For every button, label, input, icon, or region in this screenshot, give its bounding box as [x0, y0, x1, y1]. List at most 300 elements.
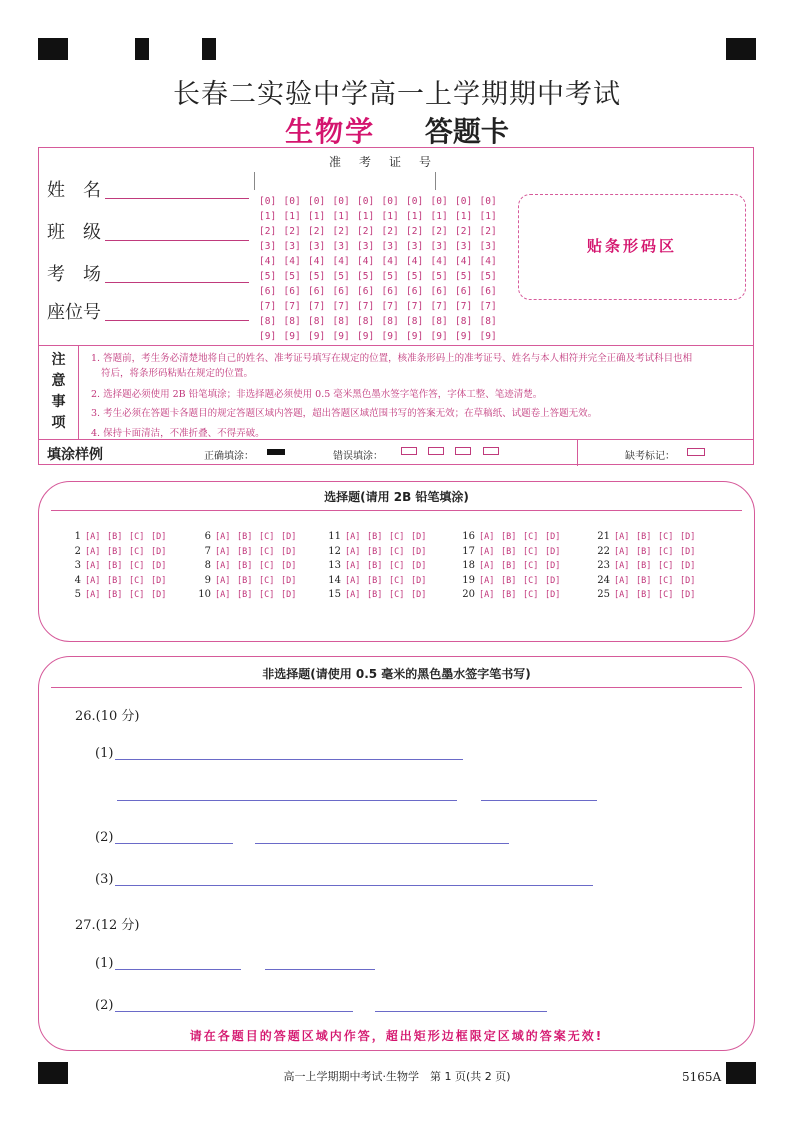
option-bubble[interactable]: [A] [215, 590, 231, 600]
option-bubble[interactable]: [B] [107, 561, 123, 571]
class-line [105, 240, 249, 241]
digit-bubble[interactable]: [7] [308, 301, 326, 312]
question-number: 12 [328, 545, 341, 557]
option-bubble[interactable]: [B] [107, 590, 123, 600]
digit-bubble[interactable]: [4] [357, 256, 375, 267]
name-field[interactable] [47, 176, 101, 202]
q26-part1-line-2[interactable] [117, 800, 457, 801]
digit-bubble[interactable]: [7] [455, 301, 473, 312]
digit-bubble[interactable]: [3] [259, 241, 277, 252]
option-bubble[interactable]: [A] [345, 590, 361, 600]
choice-question-row [596, 559, 702, 574]
digit-bubble[interactable]: [2] [406, 226, 424, 237]
option-bubble[interactable]: [B] [501, 590, 517, 600]
correct-fill-label: 正确填涂： [204, 451, 254, 462]
option-bubble[interactable]: [B] [501, 575, 517, 586]
digit-bubble[interactable]: [0] [283, 196, 301, 207]
option-bubble[interactable]: [A] [85, 590, 101, 600]
barcode-area [518, 194, 746, 300]
option-bubble[interactable]: [C] [523, 575, 539, 586]
option-bubble[interactable]: [A] [614, 561, 630, 571]
digit-bubble[interactable]: [9] [332, 331, 350, 342]
digit-bubble[interactable]: [9] [430, 331, 448, 342]
notes-section [39, 345, 753, 440]
q27-part1-line-2[interactable] [265, 969, 375, 970]
option-bubble[interactable]: [A] [85, 546, 101, 557]
notes-label-text: 注意事项 [51, 352, 66, 431]
q26-part2-line-2[interactable] [255, 843, 509, 844]
option-bubble[interactable]: [C] [523, 590, 539, 600]
option-bubble[interactable]: [B] [237, 561, 253, 571]
digit-bubble[interactable]: [6] [406, 286, 424, 297]
subject-name: 生物学 [285, 115, 376, 148]
digit-bubble[interactable]: [8] [479, 316, 497, 327]
digit-bubble[interactable]: [1] [455, 211, 473, 222]
choice-question-row [327, 574, 433, 589]
digit-bubble[interactable]: [0] [332, 196, 350, 207]
option-bubble[interactable]: [C] [129, 575, 145, 586]
digit-bubble[interactable]: [6] [357, 286, 375, 297]
option-bubble[interactable]: [B] [237, 546, 253, 557]
option-bubble[interactable]: [D] [680, 561, 696, 571]
choice-question-row [461, 559, 567, 574]
digit-bubble[interactable]: [9] [455, 331, 473, 342]
digit-bubble[interactable]: [5] [406, 271, 424, 282]
option-bubble[interactable]: [A] [215, 546, 231, 557]
question-number: 6 [204, 531, 211, 542]
option-bubble[interactable]: [C] [389, 575, 405, 586]
option-bubble[interactable]: [C] [259, 575, 275, 586]
digit-bubble[interactable]: [1] [283, 211, 301, 222]
option-bubble[interactable]: [B] [237, 532, 253, 542]
digit-bubble[interactable]: [7] [283, 301, 301, 312]
choice-question-row [327, 530, 433, 545]
digit-bubble[interactable]: [1] [308, 211, 326, 222]
question-number: 2 [74, 545, 81, 557]
option-bubble[interactable]: [D] [281, 575, 297, 586]
choice-question-row [596, 574, 702, 589]
option-bubble[interactable]: [D] [411, 532, 427, 542]
option-bubble[interactable]: [D] [281, 561, 297, 571]
option-bubble[interactable]: [A] [345, 561, 361, 571]
digit-bubble[interactable]: [7] [479, 301, 497, 312]
option-bubble[interactable]: [D] [151, 590, 167, 600]
digit-bubble[interactable]: [0] [455, 196, 473, 207]
digit-bubble[interactable]: [4] [479, 256, 497, 267]
question-27-heading: 27.(12 分) [75, 918, 140, 933]
option-bubble[interactable]: [A] [215, 575, 231, 586]
seat-label: 座位号 [47, 302, 101, 323]
bubble-row [259, 284, 504, 299]
option-bubble[interactable]: [C] [389, 532, 405, 542]
digit-bubble[interactable]: [4] [455, 256, 473, 267]
option-bubble[interactable]: [B] [367, 561, 383, 571]
choice-section [38, 481, 755, 642]
info-section [38, 147, 754, 465]
digit-bubble[interactable]: [4] [259, 256, 277, 267]
digit-bubble[interactable]: [6] [283, 286, 301, 297]
option-bubble[interactable]: [A] [215, 532, 231, 542]
option-bubble[interactable]: [C] [523, 561, 539, 571]
choice-question-row [197, 530, 303, 545]
q27-part2-line-2[interactable] [375, 1011, 547, 1012]
fill-sample-row [39, 439, 753, 466]
choice-question-row [461, 545, 567, 560]
option-bubble[interactable]: [A] [614, 590, 630, 600]
digit-bubble[interactable]: [3] [479, 241, 497, 252]
question-number: 10 [198, 589, 211, 600]
exam-number-label: 准考证号 [329, 155, 450, 169]
option-bubble[interactable]: [A] [479, 532, 495, 542]
digit-bubble[interactable]: [1] [381, 211, 399, 222]
digit-bubble[interactable]: [8] [357, 316, 375, 327]
digit-bubble[interactable]: [9] [381, 331, 399, 342]
q26-part1-line-3[interactable] [481, 800, 597, 801]
digit-bubble[interactable]: [0] [430, 196, 448, 207]
choice-question-row [197, 559, 303, 574]
seat-field[interactable] [47, 298, 101, 324]
absent-box[interactable] [687, 448, 705, 456]
exam-room-field[interactable] [47, 260, 101, 286]
digit-bubble[interactable]: [2] [381, 226, 399, 237]
digit-bubble[interactable]: [0] [406, 196, 424, 207]
q27-part2-line[interactable] [115, 1011, 353, 1012]
choice-question-row [197, 545, 303, 560]
option-bubble[interactable]: [C] [259, 561, 275, 571]
name-label: 姓 名 [47, 180, 101, 201]
choice-question-row [197, 574, 303, 589]
digit-bubble[interactable]: [1] [479, 211, 497, 222]
option-bubble[interactable]: [A] [614, 532, 630, 542]
option-bubble[interactable]: [C] [523, 546, 539, 557]
digit-bubble[interactable]: [3] [406, 241, 424, 252]
digit-bubble[interactable]: [2] [332, 226, 350, 237]
digit-bubble[interactable]: [8] [332, 316, 350, 327]
option-bubble[interactable]: [C] [389, 561, 405, 571]
choice-column [461, 530, 567, 603]
option-bubble[interactable]: [C] [658, 590, 674, 600]
option-bubble[interactable]: [B] [501, 546, 517, 557]
option-bubble[interactable]: [B] [367, 546, 383, 557]
digit-bubble[interactable]: [6] [381, 286, 399, 297]
question-number: 16 [462, 531, 475, 542]
digit-bubble[interactable]: [8] [283, 316, 301, 327]
registration-mark [726, 38, 756, 60]
option-bubble[interactable]: [A] [85, 532, 101, 542]
digit-bubble[interactable]: [1] [357, 211, 375, 222]
option-bubble[interactable]: [B] [636, 590, 652, 600]
digit-bubble[interactable]: [8] [430, 316, 448, 327]
digit-bubble[interactable]: [5] [357, 271, 375, 282]
option-bubble[interactable]: [A] [345, 546, 361, 557]
digit-bubble[interactable]: [8] [308, 316, 326, 327]
digit-bubble[interactable]: [0] [308, 196, 326, 207]
digit-bubble[interactable]: [6] [332, 286, 350, 297]
answer-area-warning: 请在各题目的答题区域内作答，超出矩形边框限定区域的答案无效! [189, 1029, 604, 1043]
digit-bubble[interactable]: [9] [259, 331, 277, 342]
digit-bubble[interactable]: [9] [406, 331, 424, 342]
exam-room-line [105, 282, 249, 283]
digit-bubble[interactable]: [3] [332, 241, 350, 252]
digit-bubble[interactable]: [5] [332, 271, 350, 282]
option-bubble[interactable]: [A] [215, 561, 231, 571]
question-number: 13 [328, 560, 341, 571]
option-bubble[interactable]: [A] [85, 561, 101, 571]
choice-question-row [461, 574, 567, 589]
q26-part2-line[interactable] [115, 843, 233, 844]
question-number: 3 [74, 560, 81, 571]
option-bubble[interactable]: [A] [345, 532, 361, 542]
option-bubble[interactable]: [A] [614, 546, 630, 557]
option-bubble[interactable]: [C] [129, 561, 145, 571]
option-bubble[interactable]: [D] [281, 590, 297, 600]
option-bubble[interactable]: [C] [523, 532, 539, 542]
option-bubble[interactable]: [B] [636, 532, 652, 542]
question-number: 22 [597, 545, 610, 557]
option-bubble[interactable]: [D] [545, 532, 561, 542]
digit-bubble[interactable]: [0] [381, 196, 399, 207]
digit-bubble[interactable]: [4] [430, 256, 448, 267]
option-bubble[interactable]: [D] [281, 546, 297, 557]
option-bubble[interactable]: [D] [151, 575, 167, 586]
choice-question-row [327, 559, 433, 574]
choice-question-row [461, 588, 567, 603]
option-bubble[interactable]: [C] [129, 590, 145, 600]
option-bubble[interactable]: [A] [479, 575, 495, 586]
q27-part1-line[interactable] [115, 969, 241, 970]
option-bubble[interactable]: [D] [680, 590, 696, 600]
choice-question-row [67, 588, 173, 603]
fill-sample-label: 填涂样例 [47, 447, 103, 463]
digit-bubble[interactable]: [2] [430, 226, 448, 237]
q26-part3-line[interactable] [115, 885, 593, 886]
question-number: 23 [597, 560, 610, 571]
digit-bubble[interactable]: [3] [283, 241, 301, 252]
card-code: 5165A [682, 1070, 722, 1084]
digit-bubble[interactable]: [3] [357, 241, 375, 252]
digit-bubble[interactable]: [6] [259, 286, 277, 297]
digit-bubble[interactable]: [4] [283, 256, 301, 267]
option-bubble[interactable]: [A] [345, 575, 361, 586]
choice-column [596, 530, 702, 603]
digit-bubble[interactable]: [0] [357, 196, 375, 207]
seat-line [105, 320, 249, 321]
digit-bubble[interactable]: [1] [332, 211, 350, 222]
digit-bubble[interactable]: [5] [455, 271, 473, 282]
digit-bubble[interactable]: [8] [259, 316, 277, 327]
option-bubble[interactable]: [C] [658, 561, 674, 571]
bubble-row [259, 209, 504, 224]
digit-bubble[interactable]: [9] [308, 331, 326, 342]
digit-bubble[interactable]: [4] [332, 256, 350, 267]
option-bubble[interactable]: [C] [658, 575, 674, 586]
digit-bubble[interactable]: [5] [381, 271, 399, 282]
digit-bubble[interactable]: [4] [381, 256, 399, 267]
digit-bubble[interactable]: [7] [381, 301, 399, 312]
option-bubble[interactable]: [B] [367, 575, 383, 586]
digit-bubble[interactable]: [4] [406, 256, 424, 267]
option-bubble[interactable]: [C] [658, 546, 674, 557]
option-bubble[interactable]: [D] [411, 575, 427, 586]
option-bubble[interactable]: [C] [389, 590, 405, 600]
digit-bubble[interactable]: [0] [479, 196, 497, 207]
note-item: 3. 考生必须在答题卡各题目的规定答题区域内答题，超出答题区域范围书写的答案无效；在草稿纸、试题卷上答题无效。 [91, 408, 598, 419]
question-number: 9 [204, 574, 211, 586]
class-label: 班 级 [47, 222, 101, 243]
page-footer: 高一上学期期中考试·生物学 第 1 页(共 2 页) [283, 1070, 511, 1083]
digit-bubble[interactable]: [6] [308, 286, 326, 297]
digit-bubble[interactable]: [5] [430, 271, 448, 282]
exam-number-bubbles[interactable] [259, 194, 504, 344]
digit-bubble[interactable]: [6] [455, 286, 473, 297]
note-item: 符后，将条形码粘贴在规定的位置。 [101, 368, 254, 379]
digit-bubble[interactable]: [8] [381, 316, 399, 327]
option-bubble[interactable]: [C] [658, 532, 674, 542]
bubble-row [259, 239, 504, 254]
choice-question-row [67, 530, 173, 545]
q27-part1-label: (1) [95, 956, 114, 971]
digit-bubble[interactable]: [7] [406, 301, 424, 312]
option-bubble[interactable]: [B] [501, 532, 517, 542]
nonchoice-section [38, 656, 755, 1051]
option-bubble[interactable]: [D] [545, 575, 561, 586]
option-bubble[interactable]: [B] [237, 590, 253, 600]
digit-bubble[interactable]: [7] [430, 301, 448, 312]
digit-bubble[interactable]: [9] [479, 331, 497, 342]
option-bubble[interactable]: [C] [389, 546, 405, 557]
wrong-mark-check [401, 447, 417, 455]
card-subtitle [0, 110, 794, 150]
option-bubble[interactable]: [D] [545, 590, 561, 600]
digit-bubble[interactable]: [2] [455, 226, 473, 237]
option-bubble[interactable]: [B] [237, 575, 253, 586]
option-bubble[interactable]: [B] [107, 575, 123, 586]
digit-bubble[interactable]: [2] [308, 226, 326, 237]
option-bubble[interactable]: [D] [151, 561, 167, 571]
option-bubble[interactable]: [D] [545, 561, 561, 571]
option-bubble[interactable]: [D] [545, 546, 561, 557]
note-item: 2. 选择题必须使用 2B 铅笔填涂；非选择题必须使用 0.5 毫米黑色墨水签字笔作答，字体工整、笔迹清楚。 [91, 389, 543, 400]
option-bubble[interactable]: [C] [259, 546, 275, 557]
option-bubble[interactable]: [C] [129, 532, 145, 542]
option-bubble[interactable]: [C] [259, 590, 275, 600]
class-field[interactable] [47, 218, 101, 244]
digit-bubble[interactable]: [0] [259, 196, 277, 207]
q26-part3-label: (3) [95, 872, 114, 887]
option-bubble[interactable]: [B] [636, 575, 652, 586]
option-bubble[interactable]: [A] [614, 575, 630, 586]
digit-bubble[interactable]: [6] [479, 286, 497, 297]
digit-bubble[interactable]: [2] [479, 226, 497, 237]
option-bubble[interactable]: [C] [259, 532, 275, 542]
digit-bubble[interactable]: [5] [479, 271, 497, 282]
digit-bubble[interactable]: [2] [259, 226, 277, 237]
wrong-fill-label: 错误填涂： [333, 451, 383, 462]
sample-divider [577, 440, 578, 466]
option-bubble[interactable]: [B] [636, 546, 652, 557]
digit-bubble[interactable]: [8] [406, 316, 424, 327]
question-number: 17 [462, 545, 475, 557]
choice-question-row [596, 545, 702, 560]
barcode-label: 贴条形码区 [586, 237, 677, 255]
digit-bubble[interactable]: [4] [308, 256, 326, 267]
digit-bubble[interactable]: [9] [357, 331, 375, 342]
digit-bubble[interactable]: [5] [308, 271, 326, 282]
choice-question-row [327, 545, 433, 560]
question-number: 20 [462, 589, 475, 600]
note-item: 1. 答题前，考生务必清楚地将自己的姓名、准考证号填写在规定的位置，核准条形码上的准考证号、姓名与本人相符并完全正确及考试科目也相 [91, 353, 693, 364]
digit-bubble[interactable]: [6] [430, 286, 448, 297]
digit-bubble[interactable]: [7] [332, 301, 350, 312]
digit-bubble[interactable]: [3] [455, 241, 473, 252]
wrong-mark-cross [428, 447, 444, 455]
option-bubble[interactable]: [B] [367, 590, 383, 600]
notes-label [39, 346, 79, 440]
option-bubble[interactable]: [A] [479, 546, 495, 557]
option-bubble[interactable]: [D] [151, 532, 167, 542]
question-number: 15 [328, 589, 341, 600]
wrong-fill-marks [401, 445, 499, 456]
option-bubble[interactable]: [B] [367, 532, 383, 542]
bubble-row [259, 224, 504, 239]
choice-column [327, 530, 433, 603]
question-number: 19 [462, 574, 475, 586]
option-bubble[interactable]: [D] [411, 590, 427, 600]
q26-part1-line[interactable] [115, 759, 463, 760]
note-item: 4. 保持卡面清洁，不准折叠、不得弄破。 [91, 428, 265, 439]
digit-bubble[interactable]: [7] [259, 301, 277, 312]
digit-bubble[interactable]: [1] [430, 211, 448, 222]
digit-bubble[interactable]: [7] [357, 301, 375, 312]
digit-bubble[interactable]: [9] [283, 331, 301, 342]
registration-mark [135, 38, 149, 60]
option-bubble[interactable]: [D] [411, 546, 427, 557]
question-number: 25 [597, 589, 610, 600]
option-bubble[interactable]: [C] [129, 546, 145, 557]
option-bubble[interactable]: [D] [680, 532, 696, 542]
option-bubble[interactable]: [B] [636, 561, 652, 571]
choice-question-row [67, 545, 173, 560]
bubble-row [259, 254, 504, 269]
question-number: 1 [74, 531, 81, 542]
option-bubble[interactable]: [D] [151, 546, 167, 557]
option-bubble[interactable]: [D] [680, 575, 696, 586]
option-bubble[interactable]: [A] [85, 575, 101, 586]
digit-bubble[interactable]: [2] [357, 226, 375, 237]
option-bubble[interactable]: [D] [281, 532, 297, 542]
question-number: 11 [328, 531, 341, 542]
digit-bubble[interactable]: [3] [381, 241, 399, 252]
question-26-heading: 26.(10 分) [75, 709, 140, 724]
exam-number-boxes[interactable] [254, 172, 436, 190]
digit-bubble[interactable]: [8] [455, 316, 473, 327]
option-bubble[interactable]: [D] [680, 546, 696, 557]
option-bubble[interactable]: [B] [107, 532, 123, 542]
q27-part2-label: (2) [95, 998, 114, 1013]
option-bubble[interactable]: [B] [107, 546, 123, 557]
digit-bubble[interactable]: [5] [259, 271, 277, 282]
digit-bubble[interactable]: [3] [308, 241, 326, 252]
digit-bubble[interactable]: [3] [430, 241, 448, 252]
digit-bubble[interactable]: [1] [406, 211, 424, 222]
option-bubble[interactable]: [B] [501, 561, 517, 571]
option-bubble[interactable]: [A] [479, 590, 495, 600]
digit-bubble[interactable]: [2] [283, 226, 301, 237]
digit-bubble[interactable]: [5] [283, 271, 301, 282]
digit-bubble[interactable]: [1] [259, 211, 277, 222]
option-bubble[interactable]: [A] [479, 561, 495, 571]
option-bubble[interactable]: [D] [411, 561, 427, 571]
